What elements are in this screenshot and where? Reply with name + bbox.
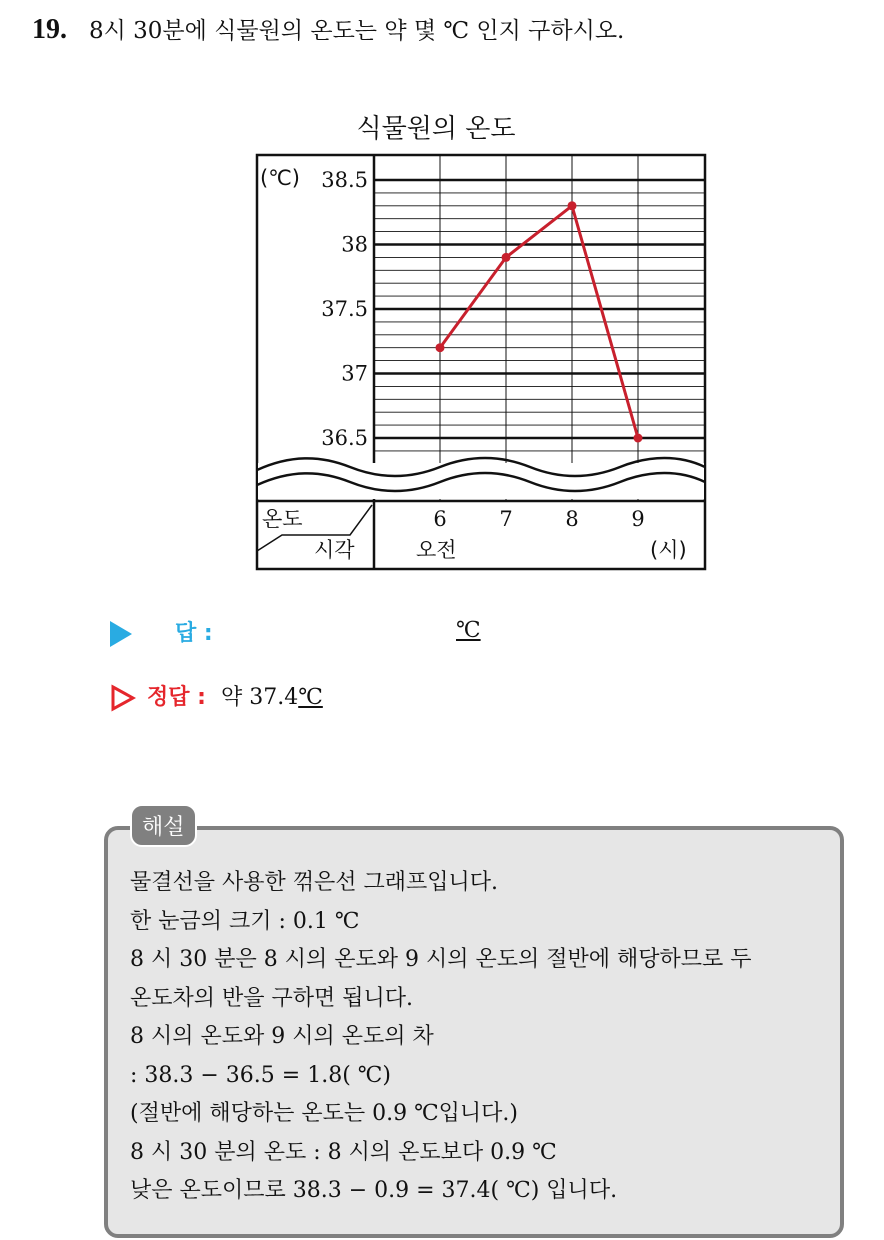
minor-gridlines [374,193,705,464]
explanation-line: 8 시 30 분의 온도 : 8 시의 온도보다 0.9 ℃ [130,1139,557,1165]
x-tick-label: 7 [499,507,513,531]
y-tick-label: 38 [341,232,368,257]
outline-triangle-icon [110,684,136,712]
chart-title: 식물원의 온도 [356,114,516,144]
question-number: 19. [32,14,67,45]
correct-value: 약 37.4 [220,685,299,710]
x-tick-label: 8 [565,507,579,531]
x-tick-label: 9 [631,507,645,531]
question [32,12,624,46]
answer-label: 답 : [175,621,213,646]
y-tick-label: 37 [341,361,368,386]
axis-break-mask [258,463,704,499]
answer-row [110,616,481,647]
explanation-line: 물결선을 사용한 꺾은선 그래프입니다. [130,870,499,895]
x-prefix-label: 오전 [416,538,457,562]
play-triangle-icon [110,621,132,647]
question-text: 8시 30분에 식물원의 온도는 약 몇 ℃ 인지 구하시오. [89,18,625,44]
explanation-line: (절반에 해당하는 온도는 0.9 ℃입니다.) [130,1101,519,1126]
explanation-line: : 38.3 − 36.5 = 1.8( ℃) [130,1062,391,1088]
data-point [568,201,577,210]
vertical-gridlines [440,155,638,501]
data-point [634,434,643,443]
correct-label: 정답 : [147,685,206,710]
y-tick-label: 37.5 [321,297,368,321]
correct-answer-row [110,680,323,712]
corner-label-time: 시각 [314,538,355,562]
x-tick-label: 6 [433,507,447,531]
explanation-line: 낮은 온도이므로 38.3 − 0.9 = 37.4( ℃) 입니다. [130,1178,618,1203]
explanation-line: 한 눈금의 크기 : 0.1 ℃ [130,908,360,934]
explanation-box [104,815,844,1238]
answer-unit: ℃ [456,618,481,643]
y-tick-label: 36.5 [321,426,368,450]
correct-unit: ℃ [298,685,323,710]
explanation-line: 8 시의 온도와 9 시의 온도의 차 [130,1024,434,1049]
data-point [502,253,511,262]
x-unit-label: (시) [650,538,687,562]
y-unit-label: (℃) [260,166,300,190]
explanation-line: 8 시 30 분은 8 시의 온도와 9 시의 온도의 절반에 해당하므로 두 [130,947,752,972]
x-tick-labels [433,507,644,531]
corner-label-temperature: 온도 [262,507,303,531]
explanation-line: 온도차의 반을 구하면 됩니다. [130,985,413,1011]
temperature-line-chart [250,105,720,575]
y-tick-label: 38.5 [321,168,368,192]
data-point [436,343,445,352]
explanation-tag: 해설 [130,804,197,847]
y-tick-labels [321,168,368,450]
